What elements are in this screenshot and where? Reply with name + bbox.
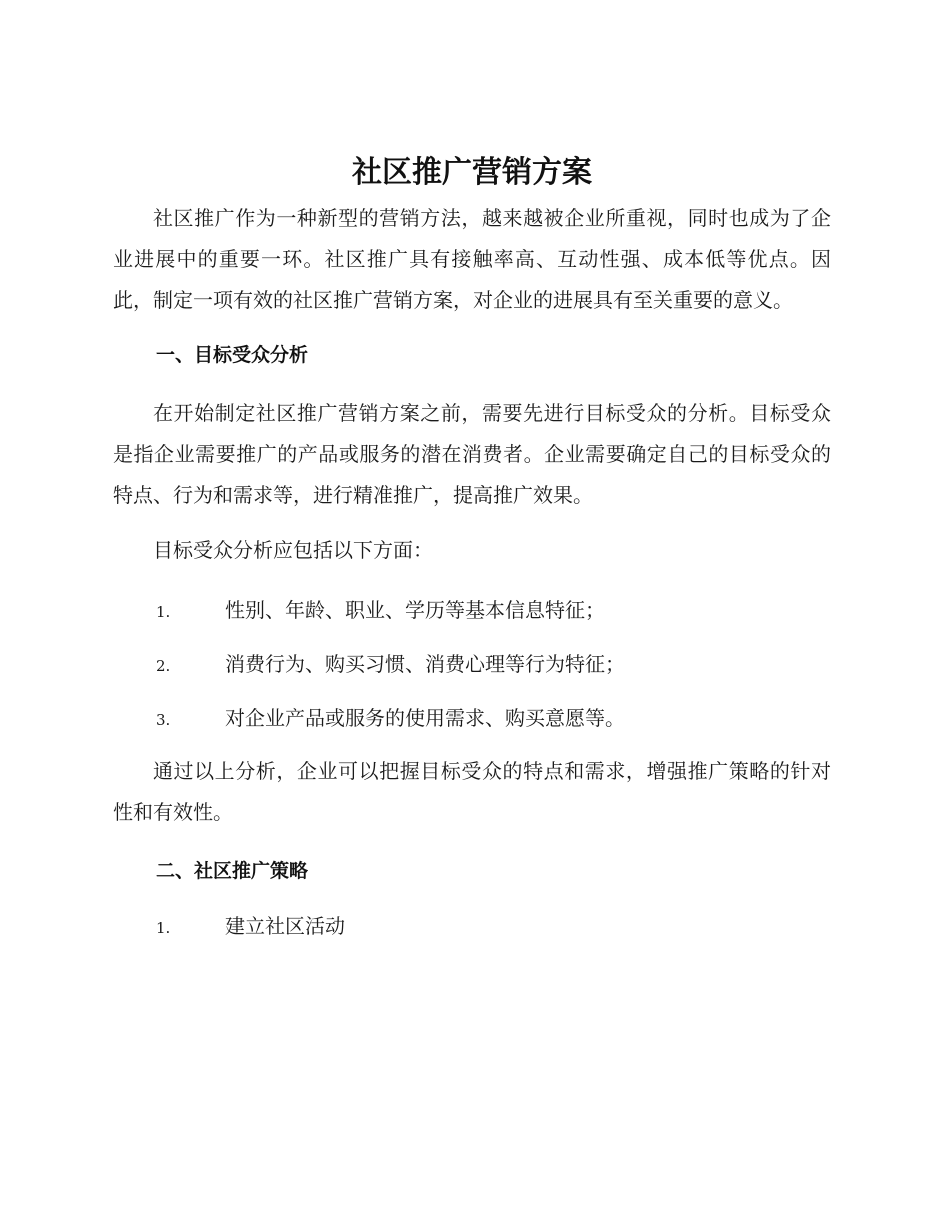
list-item-number: 3. xyxy=(156,711,171,729)
list-item-text: 性别、年龄、职业、学历等基本信息特征； xyxy=(225,598,605,622)
list-item-number: 2. xyxy=(156,657,171,675)
document-title: 社区推广营销方案 xyxy=(352,155,592,190)
list-item-number: 1. xyxy=(156,603,171,621)
list-item xyxy=(113,703,831,733)
intro-paragraph: 社区推广作为一种新型的营销方法，越来越被企业所重视，同时也成为了企业进展中的重要一环。社区推广具有接触率高、互动性强、成本低等优点。因此，制定一项有效的社区推广营销方案，对企业的进展具有至关重要的意义。 xyxy=(113,206,831,312)
list-item xyxy=(113,911,831,941)
list-item xyxy=(113,649,831,679)
list-item-text: 对企业产品或服务的使用需求、购买意愿等。 xyxy=(225,706,625,730)
analysis-conclusion-paragraph: 通过以上分析，企业可以把握目标受众的特点和需求，增强推广策略的针对性和有效性。 xyxy=(113,759,831,824)
section-heading-strategy: 二、社区推广策略 xyxy=(156,860,309,882)
list-item-text: 消费行为、购买习惯、消费心理等行为特征； xyxy=(225,652,625,676)
list-item-text: 建立社区活动 xyxy=(225,914,345,938)
list-item xyxy=(113,595,831,625)
list-item-number: 1. xyxy=(156,919,171,937)
section-heading-target-audience: 一、目标受众分析 xyxy=(156,344,309,366)
document-page xyxy=(113,150,831,941)
target-audience-paragraph: 在开始制定社区推广营销方案之前，需要先进行目标受众的分析。目标受众是指企业需要推广的产品或服务的潜在消费者。企业需要确定自己的目标受众的特点、行为和需求等，进行精准推广，提高推广效果。 xyxy=(113,401,831,507)
analysis-aspects-intro: 目标受众分析应包括以下方面： xyxy=(153,538,433,562)
